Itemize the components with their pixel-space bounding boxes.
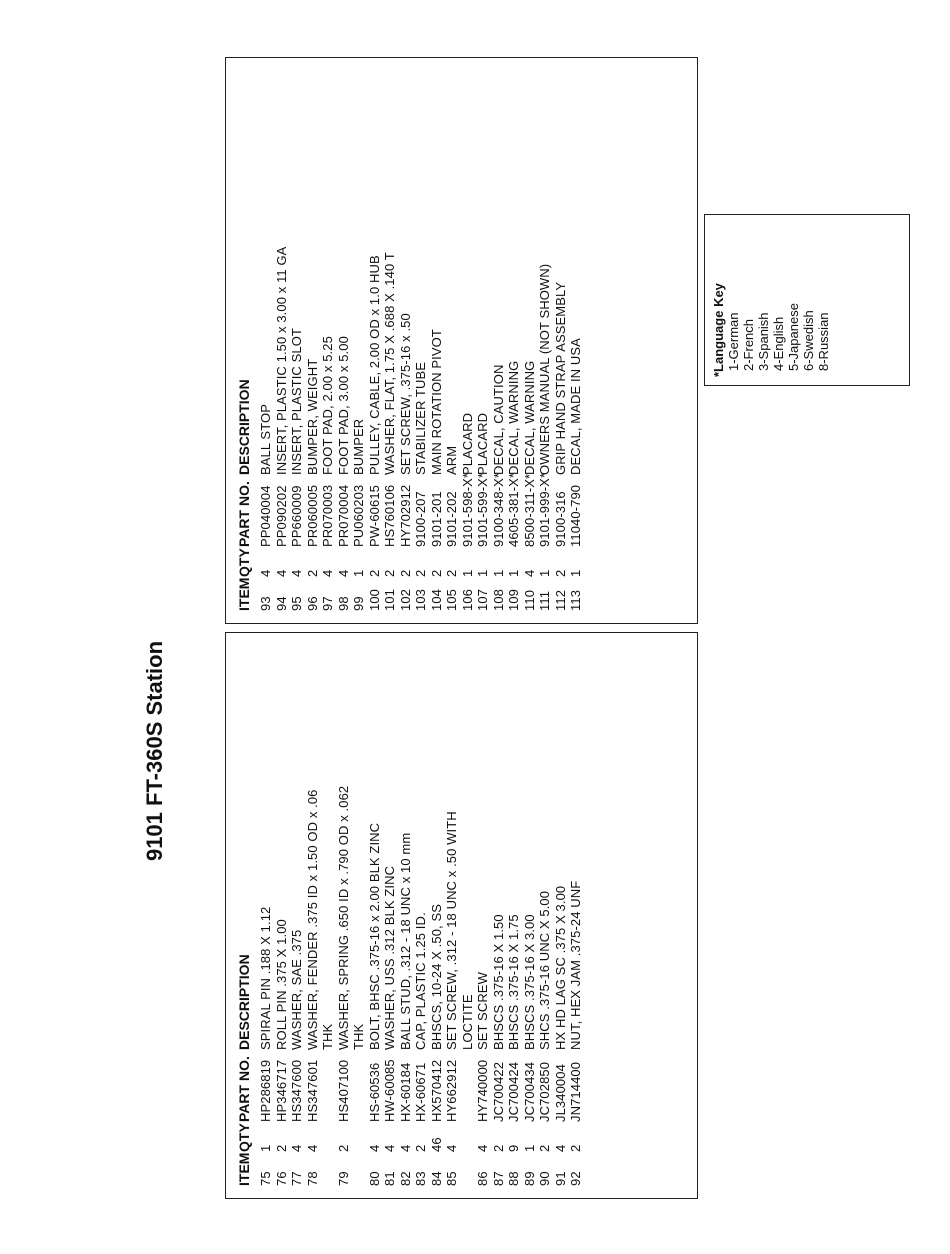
cell-item: 83 <box>413 1171 428 1186</box>
table-row <box>382 638 398 1186</box>
table-row <box>274 63 290 611</box>
cell-qty: 2 <box>273 1144 289 1152</box>
cell-qty: 2 <box>490 1144 506 1152</box>
cell-description: BALL STUD, .312 - 18 UNC x 10 mm <box>397 832 413 1050</box>
table-row <box>336 63 352 611</box>
cell-part-no: HY662912 <box>444 1059 459 1122</box>
table-row <box>522 638 538 1186</box>
cell-item: 77 <box>289 1171 304 1186</box>
cell-qty: 4 <box>273 569 289 577</box>
cell-description: DECAL, MADE IN USA <box>568 338 583 475</box>
cell-item: 78 <box>304 1171 320 1186</box>
cell-qty: 1 <box>490 569 506 577</box>
cell-item: 99 <box>351 596 366 611</box>
cell-part-no: HY740000 <box>475 1059 490 1122</box>
cell-item: 113 <box>568 589 583 611</box>
table-row <box>537 63 553 611</box>
table-row <box>537 638 553 1186</box>
table-row <box>258 63 274 611</box>
cell-item: 87 <box>490 1171 506 1186</box>
header-description: DESCRIPTION <box>236 379 252 475</box>
cell-description: FOOT PAD, 3.00 x 5.00 <box>335 336 351 475</box>
cell-item: 88 <box>506 1171 521 1186</box>
language-key-item: 8-Russian <box>816 312 831 371</box>
header-qty: QTY <box>236 1123 252 1152</box>
cell-part-no: 9100-348-X* <box>490 472 506 547</box>
cell-part-no: 9101-999-X* <box>537 472 552 547</box>
cell-item: 97 <box>320 596 335 611</box>
cell-part-no: 9100-207 <box>413 491 428 547</box>
cell-description: THK <box>351 1023 366 1050</box>
cell-part-no: HS-60536 <box>366 1062 382 1122</box>
table-row <box>568 63 584 611</box>
cell-part-no: HX-60184 <box>397 1062 413 1122</box>
table-row <box>398 638 414 1186</box>
cell-description: DECAL, CAUTION <box>490 364 506 475</box>
cell-description: BHSCS, 10-24 X .50, SS <box>428 904 444 1050</box>
cell-qty: 2 <box>537 1144 552 1152</box>
cell-part-no: 9101-201 <box>428 491 444 547</box>
cell-item: 98 <box>335 596 351 611</box>
cell-qty: 4 <box>366 1144 382 1152</box>
cell-part-no: JC700434 <box>521 1061 537 1122</box>
cell-part-no: PP660009 <box>289 485 304 547</box>
header-item: ITEM <box>236 1152 252 1186</box>
cell-part-no: HS347601 <box>304 1059 320 1122</box>
cell-item: 93 <box>258 596 273 611</box>
cell-description: WASHER, SPRING .650 ID x .790 OD x .062 <box>335 785 351 1050</box>
cell-part-no: HX-60671 <box>413 1062 428 1122</box>
cell-item: 92 <box>568 1171 583 1186</box>
cell-part-no: HY702912 <box>397 484 413 547</box>
cell-qty: 4 <box>320 569 335 577</box>
cell-description: BHSCS .375-16 X 1.50 <box>490 914 506 1050</box>
cell-item: 85 <box>444 1171 459 1186</box>
cell-part-no: 9101-202 <box>444 491 459 547</box>
cell-description: WASHER, SAE .375 <box>289 929 304 1050</box>
table-row <box>429 63 445 611</box>
cell-description: INSERT, PLASTIC SLOT <box>289 328 304 475</box>
language-key-item: 1-German <box>726 312 741 371</box>
cell-part-no: JL340004 <box>552 1064 568 1122</box>
cell-description: BHSCS .375-16 X 3.00 <box>521 914 537 1050</box>
cell-item: 103 <box>413 589 428 611</box>
cell-description: STABILIZER TUBE <box>413 362 428 475</box>
cell-item: 81 <box>382 1171 397 1186</box>
cell-item: 104 <box>428 589 444 611</box>
cell-item <box>351 1152 367 1186</box>
cell-description: HX HD LAG SC .375 X 3.00 <box>552 885 568 1050</box>
language-key-item: 5-Japanese <box>786 303 801 371</box>
cell-part-no: HS407100 <box>335 1059 351 1122</box>
cell-item: 79 <box>335 1171 351 1186</box>
table-row <box>336 638 352 1186</box>
page-title: 9101 FT-360S Station <box>142 640 168 862</box>
cell-item: 90 <box>537 1171 552 1186</box>
header-item: ITEM <box>236 577 252 611</box>
cell-description: THK <box>320 1023 335 1050</box>
cell-item: 107 <box>475 589 490 611</box>
language-key-list <box>726 223 831 377</box>
cell-item: 84 <box>428 1171 444 1186</box>
table-row <box>444 63 460 611</box>
cell-qty: 2 <box>335 1144 351 1152</box>
cell-qty: 1 <box>475 569 490 577</box>
cell-part-no: JC700424 <box>506 1061 521 1122</box>
cell-qty: 1 <box>568 569 583 577</box>
cell-part-no: HS347600 <box>289 1059 304 1122</box>
table-row <box>429 638 445 1186</box>
cell-item: 82 <box>397 1171 413 1186</box>
cell-item: 105 <box>444 589 459 611</box>
cell-qty: 9 <box>506 1144 521 1152</box>
table-row <box>444 638 460 1186</box>
table-row <box>568 638 584 1186</box>
table-row <box>506 63 522 611</box>
cell-description: PLACARD <box>475 412 490 475</box>
header-part-no: PART NO. <box>236 1056 252 1122</box>
cell-item: 76 <box>273 1171 289 1186</box>
cell-description: BUMPER <box>351 418 366 475</box>
cell-qty: 4 <box>304 1144 320 1152</box>
cell-item: 96 <box>304 596 320 611</box>
cell-description: BALL STOP <box>258 404 273 475</box>
cell-item <box>460 1152 476 1186</box>
parts-table-right-box <box>225 57 698 624</box>
cell-qty: 2 <box>444 569 459 577</box>
parts-table-left-box <box>225 632 698 1199</box>
header-qty: QTY <box>236 548 252 577</box>
cell-description: ROLL PIN .375 X 1.00 <box>273 919 289 1050</box>
cell-description: SHCS .375-16 UNC X 5.00 <box>537 890 552 1050</box>
language-key-title: *Language Key <box>711 283 726 377</box>
cell-part-no: PW-60615 <box>366 485 382 547</box>
cell-part-no: HX570412 <box>428 1059 444 1122</box>
table-row <box>413 638 429 1186</box>
cell-item: 110 <box>521 589 537 611</box>
cell-item: 108 <box>490 589 506 611</box>
cell-part-no: PU060203 <box>351 484 366 547</box>
cell-item: 91 <box>552 1171 568 1186</box>
table-row <box>382 63 398 611</box>
cell-description: SET SCREW, .312 - 18 UNC x .50 WITH <box>444 811 459 1050</box>
cell-description: BOLT, BHSC .375-16 x 2.00 BLK ZINC <box>366 822 382 1050</box>
cell-qty: 2 <box>382 569 397 577</box>
cell-qty: 4 <box>258 569 273 577</box>
cell-qty <box>351 1122 367 1152</box>
cell-qty: 4 <box>289 569 304 577</box>
table-row <box>475 638 491 1186</box>
cell-item: 109 <box>506 589 521 611</box>
table-row <box>351 63 367 611</box>
table-row <box>274 638 290 1186</box>
table-row <box>553 638 569 1186</box>
cell-qty: 4 <box>335 569 351 577</box>
table-row <box>491 638 507 1186</box>
cell-description: SET SCREW <box>475 972 490 1050</box>
cell-description: BUMPER, WEIGHT <box>304 358 320 475</box>
cell-part-no: PR070003 <box>320 484 335 547</box>
cell-description: WASHER, FENDER .375 ID x 1.50 OD x .06 <box>304 789 320 1050</box>
cell-item: 75 <box>258 1171 273 1186</box>
cell-qty: 2 <box>366 569 382 577</box>
language-key-item: 3-Spanish <box>756 312 771 371</box>
cell-part-no: PR060005 <box>304 484 320 547</box>
cell-qty: 2 <box>397 569 413 577</box>
cell-qty: 1 <box>258 1144 273 1152</box>
cell-part-no: 4605-381-X* <box>506 472 521 547</box>
cell-part-no: PR070004 <box>335 484 351 547</box>
cell-qty: 1 <box>459 569 475 577</box>
cell-qty: 1 <box>521 1144 537 1152</box>
cell-description: WASHER, FLAT, 1.75 X .688 X .140 T <box>382 252 397 475</box>
cell-item: 94 <box>273 596 289 611</box>
header-part-no: PART NO. <box>236 481 252 547</box>
cell-part-no: JC702850 <box>537 1061 552 1122</box>
cell-part-no: JC700422 <box>490 1061 506 1122</box>
cell-description: GRIP HAND STRAP ASSEMBLY <box>552 281 568 475</box>
table-row <box>367 638 383 1186</box>
cell-description: PULLEY, CABLE, 2.00 OD x 1.0 HUB <box>366 255 382 475</box>
parts-table-left <box>230 638 584 1186</box>
cell-part-no: 9100-316 <box>552 491 568 547</box>
cell-qty: 4 <box>444 1144 459 1152</box>
cell-qty: 2 <box>413 1144 428 1152</box>
cell-item: 95 <box>289 596 304 611</box>
table-row <box>320 63 336 611</box>
cell-description: LOCTITE <box>459 994 475 1050</box>
table-row <box>398 63 414 611</box>
cell-description: MAIN ROTATION PIVOT <box>428 329 444 475</box>
cell-qty: 4 <box>521 569 537 577</box>
table-row <box>460 638 476 1186</box>
cell-qty: 4 <box>289 1144 304 1152</box>
cell-part-no <box>351 1050 367 1122</box>
cell-part-no: 9101-598-X* <box>459 472 475 547</box>
table-row <box>413 63 429 611</box>
cell-description: NUT, HEX JAM .375-24 UNF <box>568 880 583 1050</box>
cell-description: OWNERS MANUAL (NOT SHOWN) <box>537 263 552 475</box>
table-header-row <box>230 638 258 1186</box>
cell-description: BHSCS .375-16 X 1.75 <box>506 914 521 1050</box>
cell-part-no: HP286819 <box>258 1059 273 1122</box>
language-key-item: 2-French <box>741 318 756 371</box>
table-row <box>258 638 274 1186</box>
cell-description: DECAL, WARNING <box>506 360 521 475</box>
cell-qty: 2 <box>428 569 444 577</box>
table-row <box>506 638 522 1186</box>
cell-item: 100 <box>366 589 382 611</box>
cell-qty: 46 <box>428 1137 444 1152</box>
cell-part-no: 11040-790 <box>568 484 583 547</box>
cell-qty: 4 <box>382 1144 397 1152</box>
table-row <box>475 63 491 611</box>
cell-description: FOOT PAD, 2.00 x 5.25 <box>320 336 335 475</box>
cell-description: INSERT, PLASTIC 1.50 x 3.00 x 11 GA <box>273 246 289 475</box>
cell-item <box>320 1152 336 1186</box>
parts-table-right <box>230 63 584 611</box>
table-row <box>351 638 367 1186</box>
language-key-item: 4-English <box>771 316 786 371</box>
cell-description: PLACARD <box>459 412 475 475</box>
cell-qty: 2 <box>304 569 320 577</box>
cell-part-no: 8500-311-X* <box>521 473 537 547</box>
cell-qty <box>320 1122 336 1152</box>
cell-qty: 4 <box>552 1144 568 1152</box>
table-row <box>367 63 383 611</box>
cell-qty: 2 <box>552 569 568 577</box>
cell-qty: 4 <box>475 1144 490 1152</box>
cell-part-no: HS760106 <box>382 484 397 547</box>
cell-item: 112 <box>552 589 568 611</box>
cell-part-no: PP090202 <box>273 485 289 547</box>
cell-qty <box>460 1122 476 1152</box>
cell-qty: 1 <box>506 569 521 577</box>
cell-part-no: PP040004 <box>258 485 273 547</box>
table-header-row <box>230 63 258 611</box>
cell-item: 102 <box>397 589 413 611</box>
cell-item: 80 <box>366 1171 382 1186</box>
header-description: DESCRIPTION <box>236 954 252 1050</box>
table-row <box>460 63 476 611</box>
cell-qty: 2 <box>413 569 428 577</box>
language-key-item: 6-Swedish <box>801 310 816 371</box>
cell-part-no <box>320 1050 336 1122</box>
table-row <box>553 63 569 611</box>
cell-qty: 4 <box>397 1144 413 1152</box>
cell-part-no <box>460 1050 476 1122</box>
cell-part-no: HP346717 <box>273 1059 289 1122</box>
table-row <box>491 63 507 611</box>
table-row <box>305 63 321 611</box>
cell-part-no: JN714400 <box>568 1061 583 1122</box>
table-row <box>522 63 538 611</box>
cell-description: ARM <box>444 445 459 475</box>
cell-description: CAP, PLASTIC 1.25 ID. <box>413 912 428 1050</box>
cell-item: 106 <box>459 589 475 611</box>
language-key-box <box>704 214 910 386</box>
table-row <box>289 63 305 611</box>
table-row <box>289 638 305 1186</box>
cell-qty: 2 <box>568 1144 583 1152</box>
cell-description: DECAL, WARNING <box>521 360 537 475</box>
table-row <box>305 638 321 1186</box>
cell-item: 86 <box>475 1171 490 1186</box>
cell-qty: 1 <box>351 569 366 577</box>
table-row <box>320 638 336 1186</box>
cell-description: SET SCREW, .375-16 x .50 <box>397 313 413 475</box>
cell-qty: 1 <box>537 569 552 577</box>
cell-part-no: 9101-599-X* <box>475 472 490 547</box>
cell-item: 89 <box>521 1171 537 1186</box>
cell-item: 101 <box>382 589 397 611</box>
cell-part-no: HW-60085 <box>382 1059 397 1122</box>
cell-item: 111 <box>537 590 552 611</box>
cell-description: SPIRAL PIN .188 X 1.12 <box>258 906 273 1050</box>
cell-description: WASHER, USS .312 BLK ZINC <box>382 865 397 1050</box>
